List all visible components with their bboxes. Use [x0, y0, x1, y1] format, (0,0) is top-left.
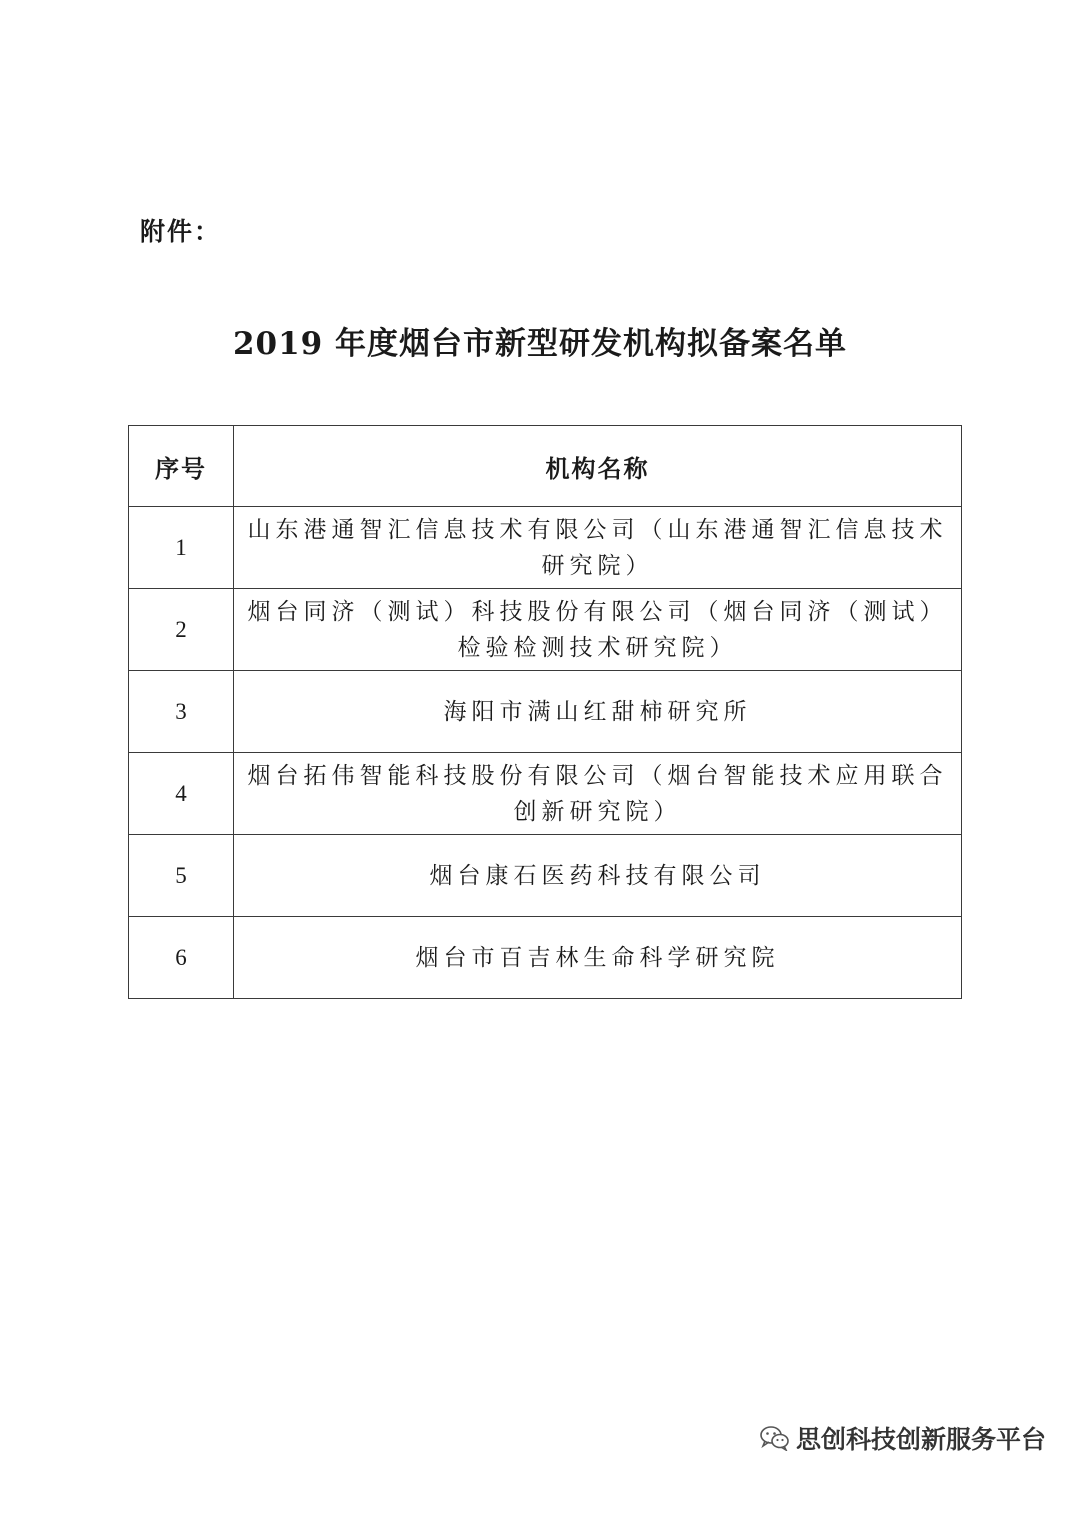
table-header-row [129, 426, 962, 507]
row-number: 1 [129, 507, 234, 589]
watermark-text: 思创科技创新服务平台 [795, 1425, 1046, 1454]
page-title: 2019 年度烟台市新型研发机构拟备案名单 [232, 326, 848, 362]
institution-name: 烟台拓伟智能科技股份有限公司（烟台智能技术应用联合创新研究院） [234, 753, 962, 835]
row-number: 4 [129, 753, 234, 835]
wechat-icon [760, 1425, 790, 1451]
row-number: 3 [129, 671, 234, 753]
institution-name: 山东港通智汇信息技术有限公司（山东港通智汇信息技术研究院） [234, 507, 962, 589]
header-serial-number: 序号 [129, 426, 234, 507]
row-number: 6 [129, 917, 234, 999]
institution-name: 烟台康石医药科技有限公司 [234, 835, 962, 917]
table-row [129, 589, 962, 671]
watermark [760, 1420, 1046, 1456]
institution-name: 海阳市满山红甜柿研究所 [234, 671, 962, 753]
header-institution-name: 机构名称 [234, 426, 962, 507]
institution-table [128, 425, 962, 999]
table-row [129, 753, 962, 835]
attachment-label: 附件： [140, 217, 222, 246]
institution-name: 烟台同济（测试）科技股份有限公司（烟台同济（测试）检验检测技术研究院） [234, 589, 962, 671]
table-row [129, 507, 962, 589]
row-number: 2 [129, 589, 234, 671]
institution-name: 烟台市百吉林生命科学研究院 [234, 917, 962, 999]
table-row [129, 917, 962, 999]
table-row [129, 835, 962, 917]
table-row [129, 671, 962, 753]
row-number: 5 [129, 835, 234, 917]
